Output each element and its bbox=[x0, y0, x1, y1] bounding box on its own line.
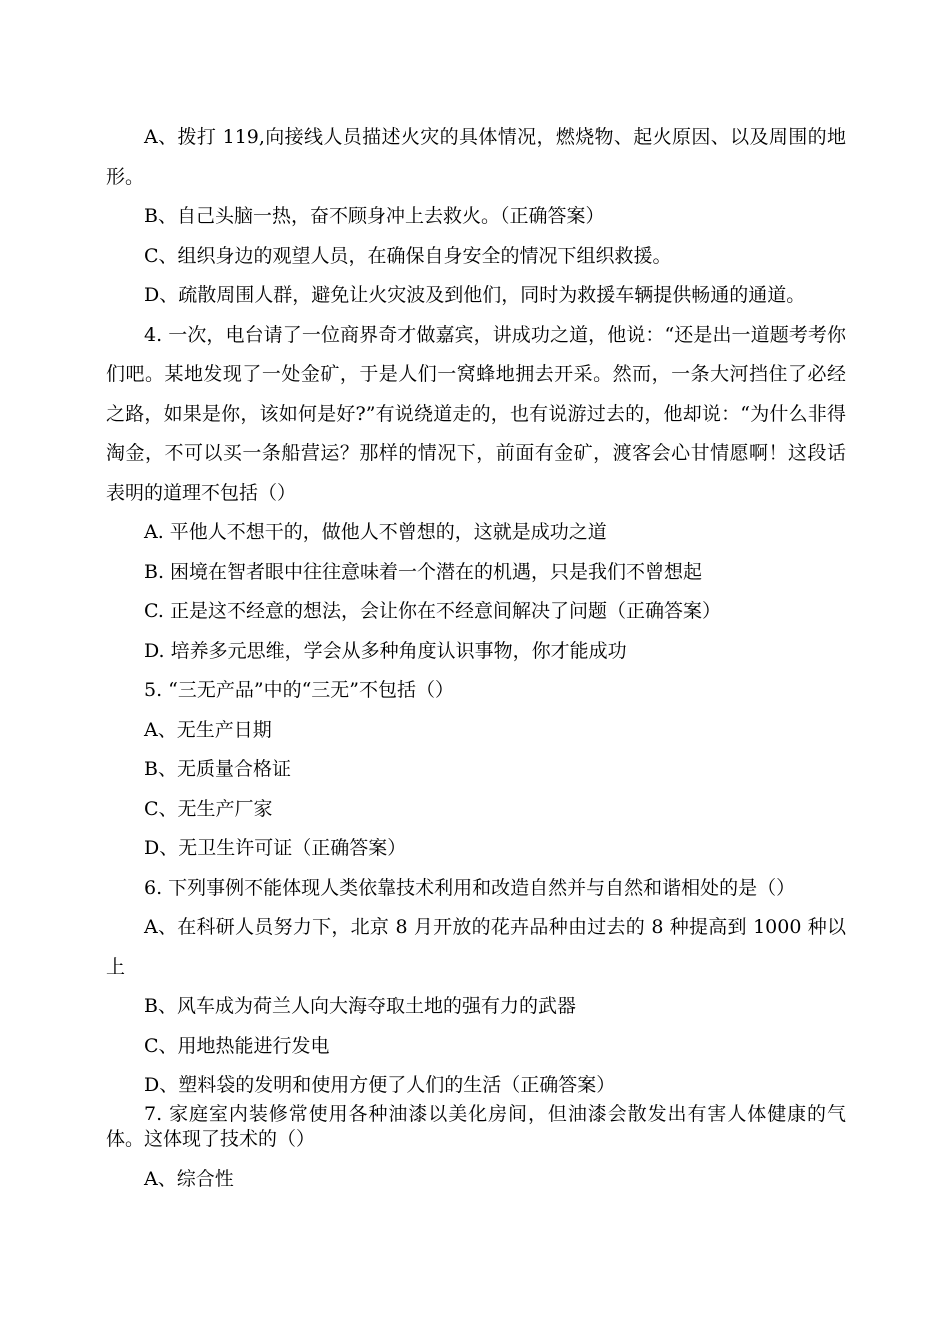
question-5-option-b: B、无质量合格证 bbox=[144, 758, 291, 780]
question-3-option-d: D、疏散周围人群，避免让火灾波及到他们，同时为救援车辆提供畅通的通道。 bbox=[144, 284, 806, 306]
question-6-option-a: A、在科研人员努力下，北京 8 月开放的花卉品种由过去的 8 种提高到 1000 种以上 bbox=[106, 916, 846, 978]
question-4-option-a: A. 平他人不想干的，做他人不曾想的，这就是成功之道 bbox=[144, 521, 607, 543]
question-5-stem: 5. “三无产品”中的“三无”不包括（） bbox=[144, 679, 455, 701]
question-6-option-c: C、用地热能进行发电 bbox=[144, 1034, 330, 1057]
question-3-option-c: C、组织身边的观望人员，在确保自身安全的情况下组织救援。 bbox=[144, 244, 672, 267]
question-4-option-c: C. 正是这不经意的想法，会让你在不经意间解决了问题（正确答案） bbox=[144, 600, 721, 622]
question-5-option-d: D、无卫生许可证（正确答案） bbox=[144, 837, 407, 859]
question-4-stem: 4. 一次，电台请了一位商界奇才做嘉宾，讲成功之道，他说：“还是出一道题考考你们吧。某地发现了一处金矿，于是人们一窝蜂地拥去开采。然而，一条大河挡住了必经之路，如果是你，该如何是好?”有说绕道走的，也有说游过去的，他却说：“为什么非得淘金，不可以买一条船营运？那样的情况下，前面有金矿，渡客会心甘情愿啊！这段话表明的道理不包括（） bbox=[106, 323, 846, 504]
question-5-option-a: A、无生产日期 bbox=[144, 718, 272, 741]
question-3-option-a: A、拨打 119,向接线人员描述火灾的具体情况，燃烧物、起火原因、以及周围的地形。 bbox=[106, 126, 846, 188]
question-4-option-d: D. 培养多元思维，学会从多种角度认识事物，你才能成功 bbox=[144, 639, 627, 662]
question-6-option-d: D、塑料袋的发明和使用方便了人们的生活（正确答案） bbox=[144, 1074, 616, 1096]
question-6-stem: 6. 下列事例不能体现人类依靠技术利用和改造自然并与自然和谐相处的是（） bbox=[144, 876, 796, 899]
question-5-option-c: C、无生产厂家 bbox=[144, 797, 273, 820]
question-6-option-b: B、风车成为荷兰人向大海夺取土地的强有力的武器 bbox=[144, 995, 576, 1017]
document-page bbox=[106, 118, 846, 1199]
question-4-option-b: B. 困境在智者眼中往往意味着一个潜在的机遇，只是我们不曾想起 bbox=[144, 560, 703, 583]
question-3-option-b: B、自己头脑一热，奋不顾身冲上去救火。（正确答案） bbox=[144, 205, 605, 227]
question-7-option-a: A、综合性 bbox=[144, 1167, 234, 1190]
question-7-stem: 7. 家庭室内装修常使用各种油漆以美化房间，但油漆会散发出有害人体健康的气体。这体现了技术的（） bbox=[106, 1102, 846, 1150]
